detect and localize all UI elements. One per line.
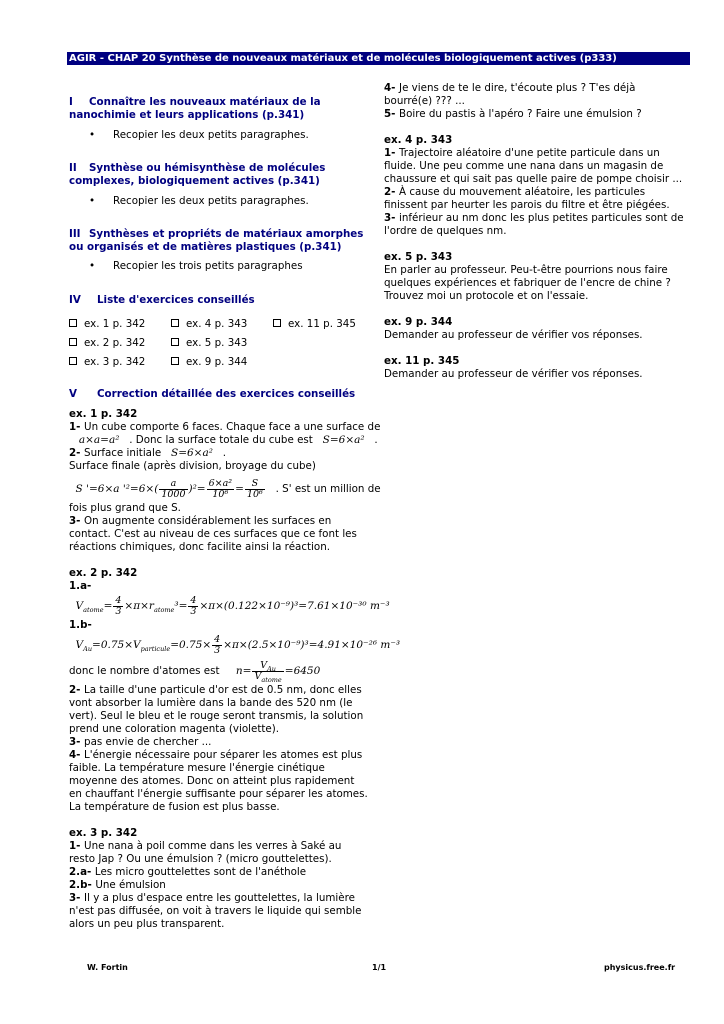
ex2-part-1b: 1.b- (69, 619, 92, 632)
checkbox-icon[interactable] (69, 319, 77, 327)
ex9-text: Demander au professeur de vérifier vos réponses. (384, 329, 643, 341)
ex2-atom-count: donc le nombre d'atomes est n= $\frac{V_{Au}}{V_{atome}}$ =6450 (69, 659, 321, 684)
section-5-title: V Correction détaillée des exercices conseillés (69, 387, 356, 400)
section-2-bullet: • Recopier les deux petits paragraphes. (69, 195, 369, 208)
ex5-text: En parler au professeur. Peu-t-être pourrions nous faire quelques expériences et fabriquer de l'encre de chine ? Trouvez moi un protocole et on l'essaie. (384, 264, 671, 302)
ex1-point-1: 1- Un cube comporte 6 faces. Chaque face a une surface de (69, 421, 381, 434)
exercise-checkbox-item[interactable]: ex. 4 p. 343 (171, 318, 273, 331)
section-3-bullet: • Recopier les trois petits paragraphes (69, 260, 369, 273)
ex1-formula: S '=6×a '²=6×( $\frac{a}{1000}$ )²= $\frac{\text{6×a²}}{\text{10⁶}}$ = $\frac{S}{\text{10⁶}}$ . S' est un million de (75, 477, 381, 500)
ex1-point-3: 3- On augmente considérablement les surfaces en contact. C'est au niveau de ces surfaces que ce font les réactions chimiques, donc facilite ainsi la réaction. (69, 515, 357, 554)
checkbox-icon[interactable] (273, 319, 281, 327)
exercise-1-title: ex. 1 p. 342 (69, 408, 138, 421)
ex2-point-4: 4- L'énergie nécessaire pour séparer les atomes est plus faible. La température mesure l'énergie cinétique moyenne des atomes. Donc on atteint plus rapidement en chauffant l'énergie suffisante pour séparer les atomes. La température de fusion est plus basse. (69, 749, 368, 814)
exercise-checkbox-item[interactable]: ex. 5 p. 343 (171, 337, 273, 350)
exercise-5-correction (384, 251, 684, 303)
right-column (384, 82, 684, 381)
exercise-4-title: ex. 4 p. 343 (384, 134, 453, 146)
left-column (69, 96, 401, 931)
ex1-million: fois plus grand que S. (69, 502, 181, 515)
exercise-1-correction (69, 408, 381, 554)
exercise-checkbox-item[interactable]: ex. 2 p. 342 (69, 337, 171, 350)
exercise-5-title: ex. 5 p. 343 (384, 251, 453, 263)
checkbox-icon[interactable] (69, 338, 77, 346)
checkbox-icon[interactable] (171, 319, 179, 327)
exercise-checklist (69, 318, 369, 369)
exercise-3-title: ex. 3 p. 342 (69, 827, 138, 840)
checkbox-icon[interactable] (171, 357, 179, 365)
checkbox-icon[interactable] (69, 357, 77, 365)
ex3-point-5: 5- Boire du pastis à l'apéro ? Faire une émulsion ? (384, 108, 642, 120)
ex11-text: Demander au professeur de vérifier vos réponses. (384, 368, 643, 380)
exercise-2-title: ex. 2 p. 342 (69, 567, 138, 580)
ex2-point-2: 2- La taille d'une particule d'or est de 0.5 nm, donc elles vont absorber la lumière dans la bande des 520 nm (le vert). Seul le bleu et le rouge seront transmis, la solution prend une coloration magenta (violette). (69, 684, 364, 736)
ex3-point-1: 1- Une nana à poil comme dans les verres à Saké au resto Jap ? Ou une émulsion ? (micro gouttelettes). (69, 840, 342, 866)
exercise-9-title: ex. 9 p. 344 (384, 316, 453, 328)
section-2-title: II Synthèse ou hémisynthèse de molécules complexes, biologiquement actives (p.341) (69, 161, 326, 188)
exercise-3-correction (69, 827, 369, 931)
exercise-4-correction (384, 134, 684, 238)
section-4-title: IV Liste d'exercices conseillés (69, 294, 255, 307)
footer-site: physicus.free.fr (604, 963, 676, 972)
ex1-point-2: 2- Surface initiale S=6×a² . (69, 447, 227, 460)
ex4-point-3: 3- inférieur au nm donc les plus petites particules sont de l'ordre de quelques nm. (384, 212, 684, 237)
exercise-11-correction (384, 355, 684, 381)
ex3-point-4: 4- Je viens de te le dire, t'écoute plus ? T'es déjà bourré(e) ??? ... (384, 82, 636, 107)
exercise-checkbox-item[interactable]: ex. 9 p. 344 (171, 356, 273, 369)
ex1-point-1-cont: a×a=a² . Donc la surface totale du cube est S=6×a² . (78, 434, 378, 447)
ex1-final-surface: Surface finale (après division, broyage du cube) (69, 460, 316, 473)
ex3-point-2b: 2.b- Une émulsion (69, 879, 166, 892)
footer-author: W. Fortin (87, 963, 128, 972)
document-banner: AGIR - CHAP 20 Synthèse de nouveaux matériaux et de molécules biologiquement actives (p333) (67, 52, 690, 65)
exercise-checkbox-item[interactable]: ex. 3 p. 342 (69, 356, 171, 369)
exercise-checkbox-item[interactable]: ex. 1 p. 342 (69, 318, 171, 331)
ex2-formula-1a: $V_{atome}=$ $\frac{4}{3}$ $\times\pi\times r_{atome}^3=$ $\frac{4}{3}$ ×π×(0.122×10⁻⁹)³=7.61×10⁻³⁰ m⁻³ (75, 594, 390, 617)
ex3-point-2a: 2.a- Les micro gouttelettes sont de l'anéthole (69, 866, 307, 879)
ex2-part-1a: 1.a- (69, 580, 92, 593)
section-1-bullet: • Recopier les deux petits paragraphes. (69, 129, 369, 142)
ex3-point-3: 3- Il y a plus d'espace entre les gouttelettes, la lumière n'est pas diffusée, on voit à travers le liquide qui semble alors un peu plus transparent. (69, 892, 362, 931)
exercise-9-correction (384, 316, 684, 342)
exercise-2-correction (69, 567, 401, 814)
exercise-checkbox-item[interactable]: ex. 11 p. 345 (273, 318, 373, 331)
ex2-formula-1b: $V_{Au}=0.75\times V_{particule}=0.75\times$ $\frac{4}{3}$ ×π×(2.5×10⁻⁹)³=4.91×10⁻²⁶ m⁻³ (75, 633, 401, 656)
ex4-point-1: 1- Trajectoire aléatoire d'une petite particule dans un fluide. Une peu comme une nana dans un magasin de chaussure et qui sait pas quelle paire de pompe choisir ... (384, 147, 683, 185)
section-1-title: I Connaître les nouveaux matériaux de la nanochimie et leurs applications (p.341) (69, 96, 321, 122)
ex2-point-3: 3- pas envie de chercher ... (69, 736, 212, 749)
section-3-title: III Synthèses et propriéts de matériaux amorphes ou organisés et de matières plastiques (p.341) (69, 227, 364, 254)
footer-page-number: 1/1 (372, 963, 387, 972)
ex4-point-2: 2- À cause du mouvement aléatoire, les particules finissent par heurter les parois du filtre et être piégées. (384, 186, 670, 211)
checkbox-icon[interactable] (171, 338, 179, 346)
exercise-11-title: ex. 11 p. 345 (384, 355, 460, 367)
